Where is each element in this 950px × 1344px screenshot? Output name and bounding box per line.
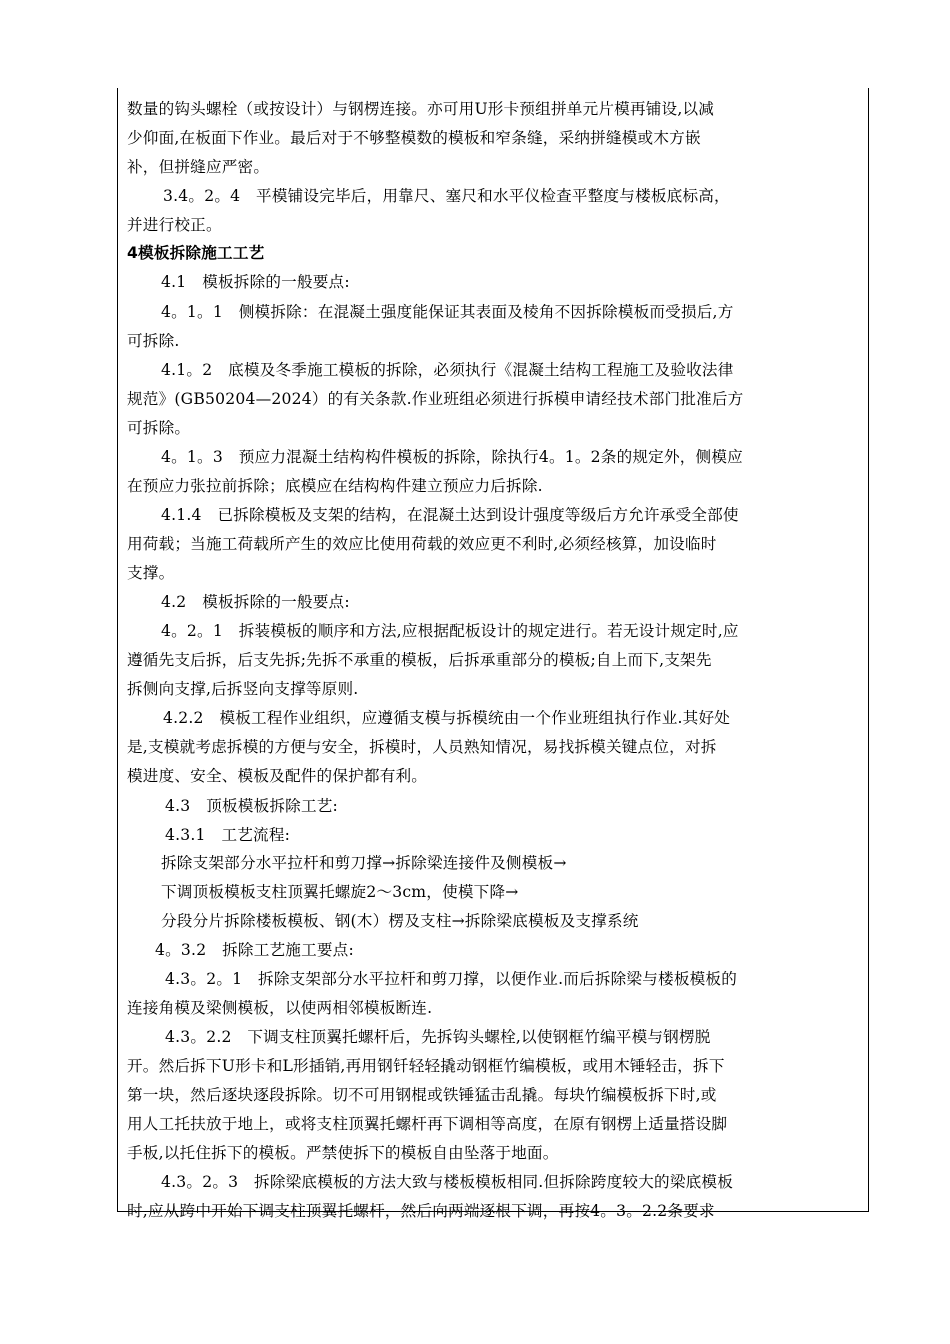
text-line: 4.3.1 工艺流程: — [165, 826, 291, 844]
text-line: 连接角模及梁侧模板，以使两相邻模板断连. — [127, 999, 433, 1017]
text-line: 少仰面,在板面下作业。最后对于不够整模数的模板和窄条缝，采纳拼缝模或木方嵌 — [127, 129, 701, 147]
text-line: 4.3 顶板模板拆除工艺: — [165, 797, 338, 815]
text-line: 规范》(GB50204—2024）的有关条款.作业班组必须进行拆模申请经技术部门批准后方 — [127, 390, 744, 408]
text-line: 是,支模就考虑拆模的方便与安全，拆模时，人员熟知情况，易找拆模关键点位，对拆 — [127, 738, 717, 756]
text-line: 4。1。3 预应力混凝土结构构件模板的拆除，除执行4。1。2条的规定外，侧模应 — [161, 448, 743, 466]
text-line: 数量的钩头螺栓（或按设计）与钢楞连接。亦可用U形卡预组拼单元片模再铺设,以减 — [127, 100, 715, 118]
text-line: 遵循先支后拆，后支先拆;先拆不承重的模板，后拆承重部分的模板;自上而下,支架先 — [127, 651, 712, 669]
text-line: 3.4。2。4 平模铺设完毕后，用靠尺、塞尺和水平仪检查平整度与楼板底标高， — [163, 187, 730, 205]
text-line: 4.3。2。3 拆除梁底模板的方法大致与楼板模板相同.但拆除跨度较大的梁底模板 — [161, 1173, 733, 1191]
text-line: 开。然后拆下U形卡和L形插销,再用钢钎轻轻撬动钢框竹编模板，或用木锤轻击，拆下 — [127, 1057, 725, 1075]
text-line: 4.1。2 底模及冬季施工模板的拆除，必须执行《混凝土结构工程施工及验收法律 — [161, 361, 734, 379]
text-line: 时,应从跨中开始下调支柱顶翼托螺杆，然后向两端逐根下调，再按4。3。2.2条要求 — [127, 1202, 715, 1220]
text-line: 4.1 模板拆除的一般要点: — [161, 273, 350, 291]
text-line: 可拆除. — [127, 332, 180, 350]
text-line: 在预应力张拉前拆除；底模应在结构构件建立预应力后拆除. — [127, 477, 543, 495]
text-line: 4.2.2 模板工程作业组织，应遵循支模与拆模统由一个作业班组执行作业.其好处 — [163, 709, 731, 727]
text-line: 4.3。2.2 下调支柱顶翼托螺杆后，先拆钩头螺栓,以使钢框竹编平模与钢楞脱 — [165, 1028, 711, 1046]
text-line: 用人工托扶放于地上，或将支柱顶翼托螺杆再下调相等高度，在原有钢楞上适量搭设脚 — [127, 1115, 728, 1133]
text-line: 4。1。1 侧模拆除：在混凝土强度能保证其表面及棱角不因拆除模板而受损后,方 — [161, 303, 734, 321]
text-line: 下调顶板模板支柱顶翼托螺旋2～3cm，使模下降→ — [161, 883, 519, 901]
text-line: 支撑。 — [127, 564, 175, 582]
section-heading: 4模板拆除施工工艺 — [127, 244, 265, 262]
text-line: 手板,以托住拆下的模板。严禁使拆下的模板自由坠落于地面。 — [127, 1144, 559, 1162]
text-line: 4.1.4 已拆除模板及支架的结构，在混凝土达到设计强度等级后方允许承受全部使 — [161, 506, 739, 524]
text-line: 可拆除。 — [127, 419, 191, 437]
text-line: 4。2。1 拆装模板的顺序和方法,应根据配板设计的规定进行。若无设计规定时,应 — [161, 622, 739, 640]
text-line: 4.2 模板拆除的一般要点: — [161, 593, 350, 611]
text-line: 用荷载；当施工荷载所产生的效应比使用荷载的效应更不利时,必须经核算，加设临时 — [127, 535, 717, 553]
text-line: 补，但拼缝应严密。 — [127, 158, 270, 176]
text-line: 第一块，然后逐块逐段拆除。切不可用钢棍或铁锤猛击乱撬。每块竹编模板拆下时,或 — [127, 1086, 717, 1104]
text-line: 4。3.2 拆除工艺施工要点: — [155, 941, 354, 959]
text-line: 并进行校正。 — [127, 216, 222, 234]
text-line: 模进度、安全、模板及配件的保护都有利。 — [127, 767, 428, 785]
text-line: 拆除支架部分水平拉杆和剪刀撑→拆除梁连接件及侧模板→ — [161, 854, 567, 872]
text-line: 分段分片拆除楼板模板、钢(木）楞及支柱→拆除梁底模板及支撑系统 — [161, 912, 639, 930]
text-line: 4.3。2。1 拆除支架部分水平拉杆和剪刀撑，以便作业.而后拆除梁与楼板模板的 — [165, 970, 737, 988]
text-line: 拆侧向支撑,后拆竖向支撑等原则. — [127, 680, 359, 698]
